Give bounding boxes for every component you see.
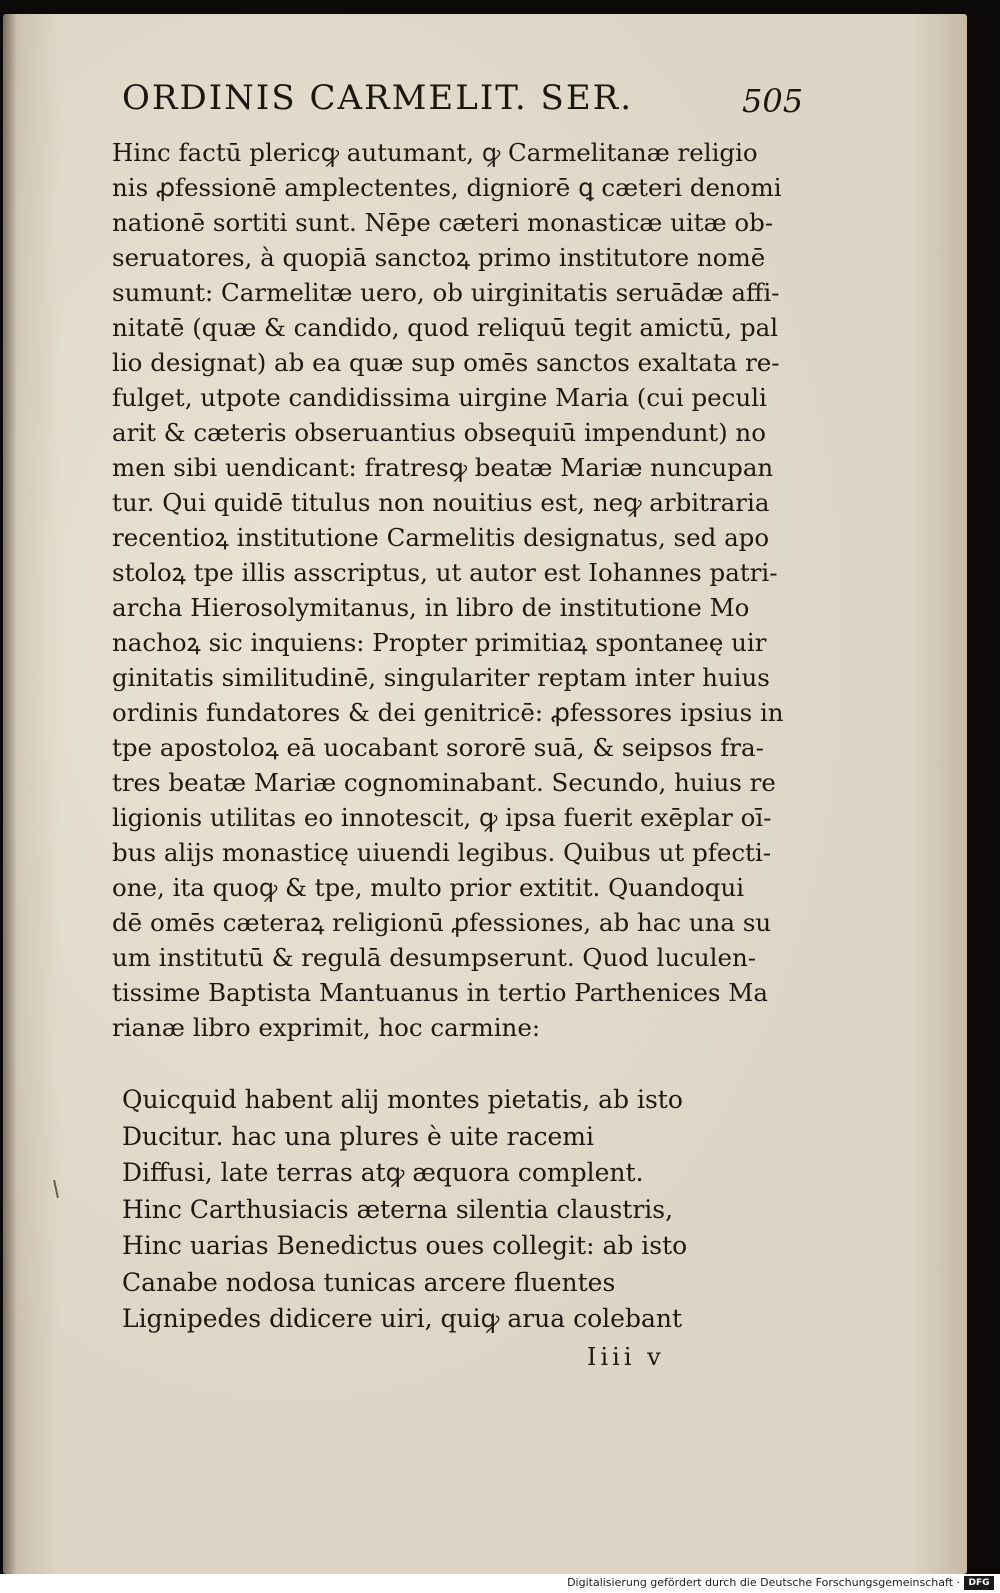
text-line: nationē sortiti sunt. Nēpe cæteri monasticæ uitæ ob- bbox=[112, 208, 774, 237]
text-line: nitatē (quæ & candido, quod reliquū tegit amictū, pal bbox=[112, 313, 779, 342]
text-line: um institutū & regulā desumpserunt. Quod luculen- bbox=[112, 943, 757, 972]
text-line: ordinis fundatores & dei genitricē: ꝓfessores ipsius in bbox=[112, 698, 784, 727]
running-head bbox=[0, 78, 1000, 128]
funding-credit: Digitalisierung gefördert durch die Deutsche Forschungsgemeinschaft · bbox=[567, 1576, 960, 1589]
text-line: archa Hierosolymitanus, in libro de institutione Mo bbox=[112, 593, 750, 622]
text-line: one, ita quoꝙ & tpe, multo prior extitit. Quandoqui bbox=[112, 873, 745, 902]
verse-line: Hinc Carthusiacis æterna silentia claustris, bbox=[122, 1194, 674, 1224]
text-line: tpe apostoloꝝ eā uocabant sororē suā, & seipsos fra- bbox=[112, 733, 764, 762]
text-line: Hinc factū plericꝙ autumant, ꝙ Carmelitanæ religio bbox=[112, 138, 758, 167]
text-line: rianæ libro exprimit, hoc carmine: bbox=[112, 1013, 541, 1042]
text-line: stoloꝝ tpe illis asscriptus, ut autor est Iohannes patri- bbox=[112, 558, 778, 587]
prose-block bbox=[112, 135, 802, 1045]
text-line: dē omēs cæteraꝝ religionū ꝓfessiones, ab hac una su bbox=[112, 908, 772, 937]
text-line: lio designat) ab ea quæ sup omēs sanctos exaltata re- bbox=[112, 348, 780, 377]
text-line: bus alijs monasticę uiuendi legibus. Quibus ut pfecti- bbox=[112, 838, 771, 867]
text-line: sumunt: Carmelitæ uero, ob uirginitatis seruādæ affi- bbox=[112, 278, 780, 307]
text-line: recentioꝝ institutione Carmelitis designatus, sed apo bbox=[112, 523, 770, 552]
text-line: nis ꝓfessionē amplectentes, digniorē ꝗ cæteri denomi bbox=[112, 173, 782, 202]
verse-line: Diffusi, late terras atꝙ æquora complent. bbox=[122, 1158, 644, 1187]
text-line: tissime Baptista Mantuanus in tertio Parthenices Ma bbox=[112, 978, 768, 1007]
text-line: men sibi uendicant: fratresꝙ beatæ Mariæ nuncupan bbox=[112, 453, 774, 482]
text-line: tres beatæ Mariæ cognominabant. Secundo, huius re bbox=[112, 768, 776, 797]
text-line: nachoꝝ sic inquiens: Propter primitiaꝝ spontaneę uir bbox=[112, 628, 767, 657]
signature-mark: Iiii v bbox=[587, 1343, 665, 1371]
gutter-shadow bbox=[3, 14, 17, 1574]
verse-line: Canabe nodosa tunicas arcere fluentes bbox=[122, 1267, 616, 1297]
text-line: fulget, utpote candidissima uirgine Maria (cui peculi bbox=[112, 383, 767, 412]
verse-line: Quicquid habent alij montes pietatis, ab isto bbox=[122, 1085, 683, 1114]
footer-bar bbox=[0, 1574, 1000, 1593]
text-line: ginitatis similitudinē, singulariter reptam inter huius bbox=[112, 663, 770, 692]
text-line: tur. Qui quidē titulus non nouitius est, neꝙ arbitraria bbox=[112, 488, 770, 517]
verse-line: Hinc uarias Benedictus oues collegit: ab isto bbox=[122, 1231, 688, 1260]
verse-block bbox=[122, 1082, 762, 1338]
page-number: 505 bbox=[742, 82, 804, 120]
text-line: seruatores, à quopiā sanctoꝝ primo institutore nomē bbox=[112, 243, 766, 272]
text-line: arit & cæteris obseruantius obsequiū impendunt) no bbox=[112, 418, 766, 447]
dfg-logo: DFG bbox=[964, 1576, 994, 1590]
running-title: ORDINIS CARMELIT. SER. bbox=[122, 78, 634, 118]
verse-line: Ducitur. hac una plures è uite racemi bbox=[122, 1121, 594, 1151]
verse-line: Lignipedes didicere uiri, quiꝙ arua colebant bbox=[122, 1304, 683, 1333]
text-line: ligionis utilitas eo innotescit, ꝙ ipsa fuerit exēplar oī- bbox=[112, 803, 772, 832]
